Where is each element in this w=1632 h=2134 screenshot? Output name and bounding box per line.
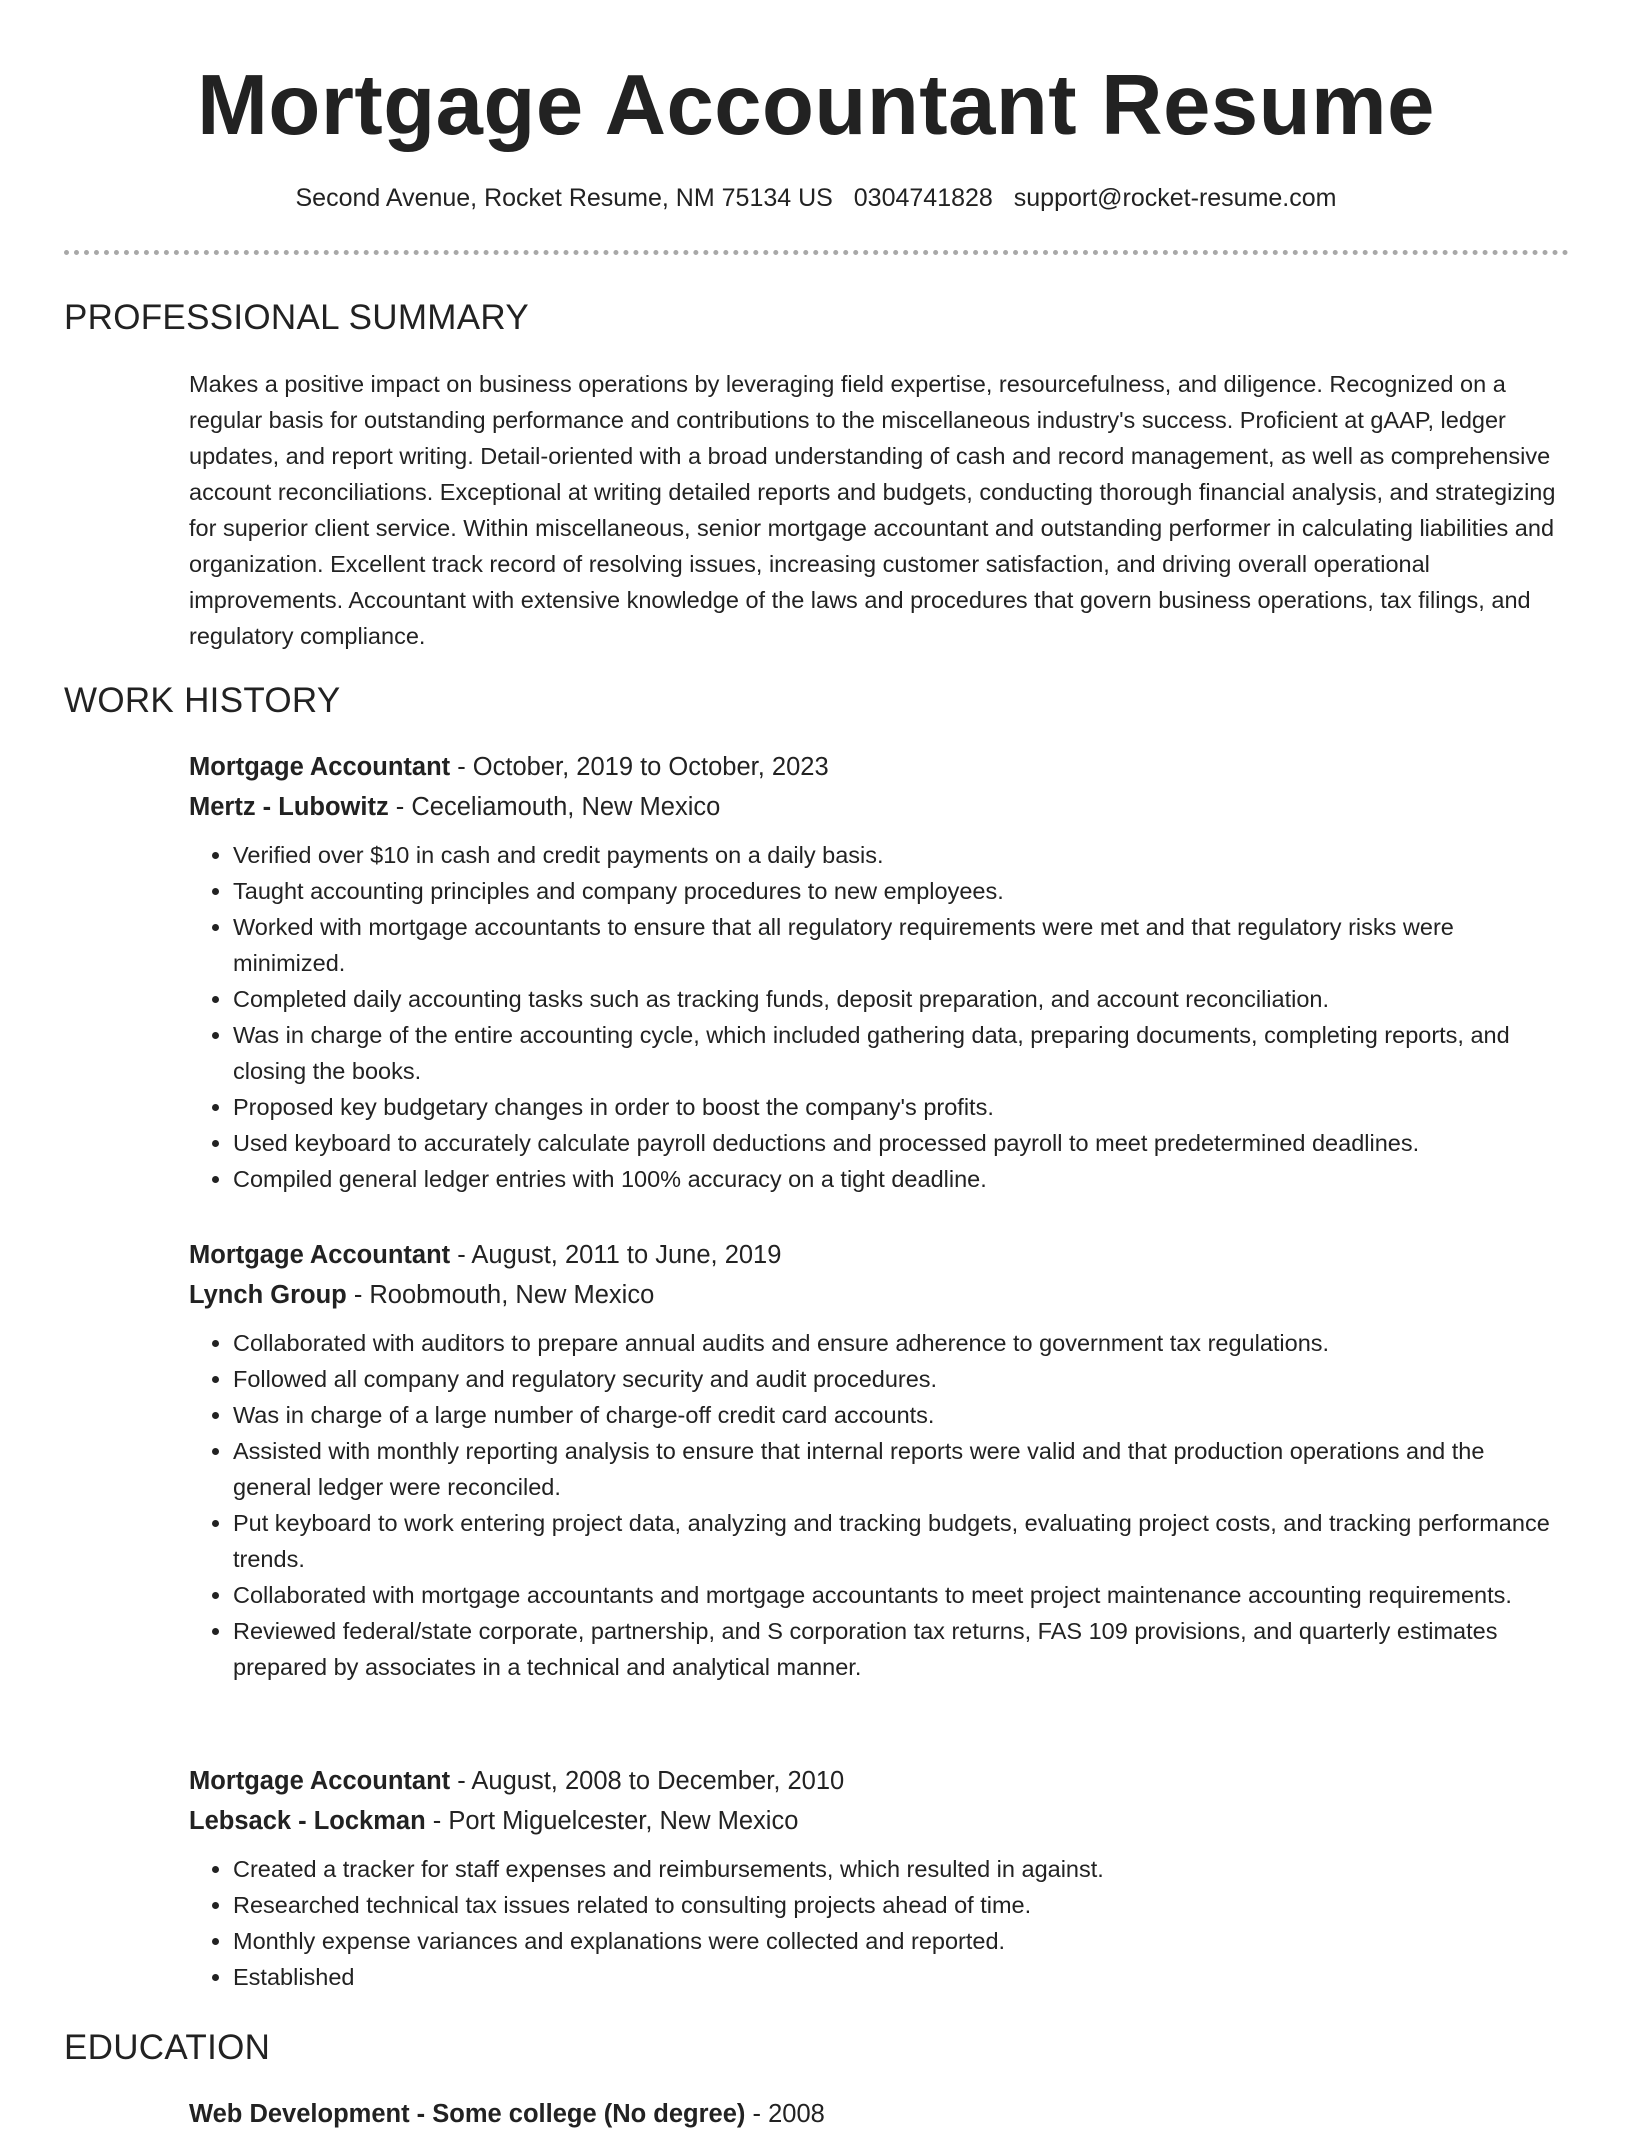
contact-line	[0, 182, 1632, 214]
job-bullet: • Put keyboard to work entering project data, analyzing and tracking budgets, evaluating project costs, and tracking performance trends.	[233, 1505, 1569, 1577]
job-bullet: • Followed all company and regulatory security and audit procedures.	[233, 1361, 1569, 1397]
job-bullet: • Monthly expense variances and explanations were collected and reported.	[233, 1923, 1569, 1959]
job-bullet: • Verified over $10 in cash and credit payments on a daily basis.	[233, 837, 1569, 873]
section-title-summary: PROFESSIONAL SUMMARY	[64, 298, 529, 337]
job-bullet: • Researched technical tax issues related to consulting projects ahead of time.	[233, 1887, 1569, 1923]
summary-text: Makes a positive impact on business operations by leveraging field expertise, resourcefulness, and diligence. Recognized on a regular basis for outstanding performance and contributions to the miscellaneous industry's success. Proficient at gAAP, ledger updates, and report writing. Detail-oriented with a broad understanding of cash and record management, as well as comprehensive account reconciliations. Exceptional at writing detailed reports and budgets, conducting thorough financial analysis, and strategizing for superior client service. Within miscellaneous, senior mortgage accountant and outstanding performer in calculating liabilities and organization. Excellent track record of resolving issues, increasing customer satisfaction, and driving overall operational improvements. Accountant with extensive knowledge of the laws and procedures that govern business operations, tax filings, and regulatory compliance.	[189, 371, 1556, 649]
job-title-line	[189, 1761, 1569, 1801]
education-entry: Web Development - Some college (No degree) - 2008	[189, 2100, 825, 2128]
job-title-line	[189, 1235, 1569, 1275]
job-bullet: • Collaborated with auditors to prepare annual audits and ensure adherence to government tax regulations.	[233, 1325, 1569, 1361]
job-title: Mortgage Accountant	[189, 753, 451, 781]
job-bullets	[189, 837, 1569, 1197]
education-year: 2008	[768, 2100, 825, 2128]
header-divider	[64, 250, 1569, 255]
section-title-work: WORK HISTORY	[64, 681, 341, 720]
job-dates: - August, 2011 to June, 2019	[450, 1241, 782, 1269]
job-company: Mertz - Lubowitz	[189, 793, 389, 821]
contact-phone: 0304741828	[853, 184, 993, 212]
job-entry	[189, 747, 1569, 1197]
job-entry	[189, 1235, 1569, 1685]
contact-address: Second Avenue, Rocket Resume, NM 75134 US	[295, 184, 833, 212]
job-title: Mortgage Accountant	[189, 1767, 451, 1795]
job-company-line	[189, 787, 1569, 827]
job-company-line	[189, 1275, 1569, 1315]
job-bullet: • Reviewed federal/state corporate, partnership, and S corporation tax returns, FAS 109 provisions, and quarterly estimates prepared by associates in a technical and analytical manner.	[233, 1613, 1569, 1685]
job-bullets	[189, 1851, 1569, 1995]
job-bullet: • Collaborated with mortgage accountants and mortgage accountants to meet project maintenance accounting requirements.	[233, 1577, 1569, 1613]
job-bullet: • Taught accounting principles and company procedures to new employees.	[233, 873, 1569, 909]
education-field: Web Development	[189, 2100, 410, 2128]
job-bullets	[189, 1325, 1569, 1685]
job-entry	[189, 1761, 1569, 1995]
job-company-line	[189, 1801, 1569, 1841]
job-title: Mortgage Accountant	[189, 1241, 451, 1269]
job-location: - Ceceliamouth, New Mexico	[388, 793, 721, 821]
education-school: Some college (No degree)	[432, 2100, 746, 2128]
contact-email[interactable]: support@rocket-resume.com	[1013, 184, 1337, 212]
section-title-education: EDUCATION	[64, 2028, 271, 2067]
job-bullet: • Proposed key budgetary changes in order to boost the company's profits.	[233, 1089, 1569, 1125]
job-bullet: • Worked with mortgage accountants to ensure that all regulatory requirements were met and that regulatory risks were minimized.	[233, 909, 1569, 981]
job-dates: - August, 2008 to December, 2010	[450, 1767, 845, 1795]
job-location: - Port Miguelcester, New Mexico	[425, 1807, 799, 1835]
job-company: Lebsack - Lockman	[189, 1807, 426, 1835]
job-bullet: • Completed daily accounting tasks such as tracking funds, deposit preparation, and account reconciliation.	[233, 981, 1569, 1017]
job-bullet: • Compiled general ledger entries with 100% accuracy on a tight deadline.	[233, 1161, 1569, 1197]
resume-title: Mortgage Accountant Resume	[197, 58, 1435, 153]
job-company: Lynch Group	[189, 1281, 347, 1309]
job-bullet: • Used keyboard to accurately calculate payroll deductions and processed payroll to meet predetermined deadlines.	[233, 1125, 1569, 1161]
job-bullet: • Was in charge of a large number of charge-off credit card accounts.	[233, 1397, 1569, 1433]
job-location: - Roobmouth, New Mexico	[346, 1281, 655, 1309]
job-dates: - October, 2019 to October, 2023	[450, 753, 829, 781]
job-bullet: • Created a tracker for staff expenses and reimbursements, which resulted in against.	[233, 1851, 1569, 1887]
job-title-line	[189, 747, 1569, 787]
job-bullet: • Was in charge of the entire accounting cycle, which included gathering data, preparing documents, completing reports, and closing the books.	[233, 1017, 1569, 1089]
job-bullet: • Established	[233, 1959, 1569, 1995]
job-bullet: • Assisted with monthly reporting analysis to ensure that internal reports were valid and that production operations and the general ledger were reconciled.	[233, 1433, 1569, 1505]
